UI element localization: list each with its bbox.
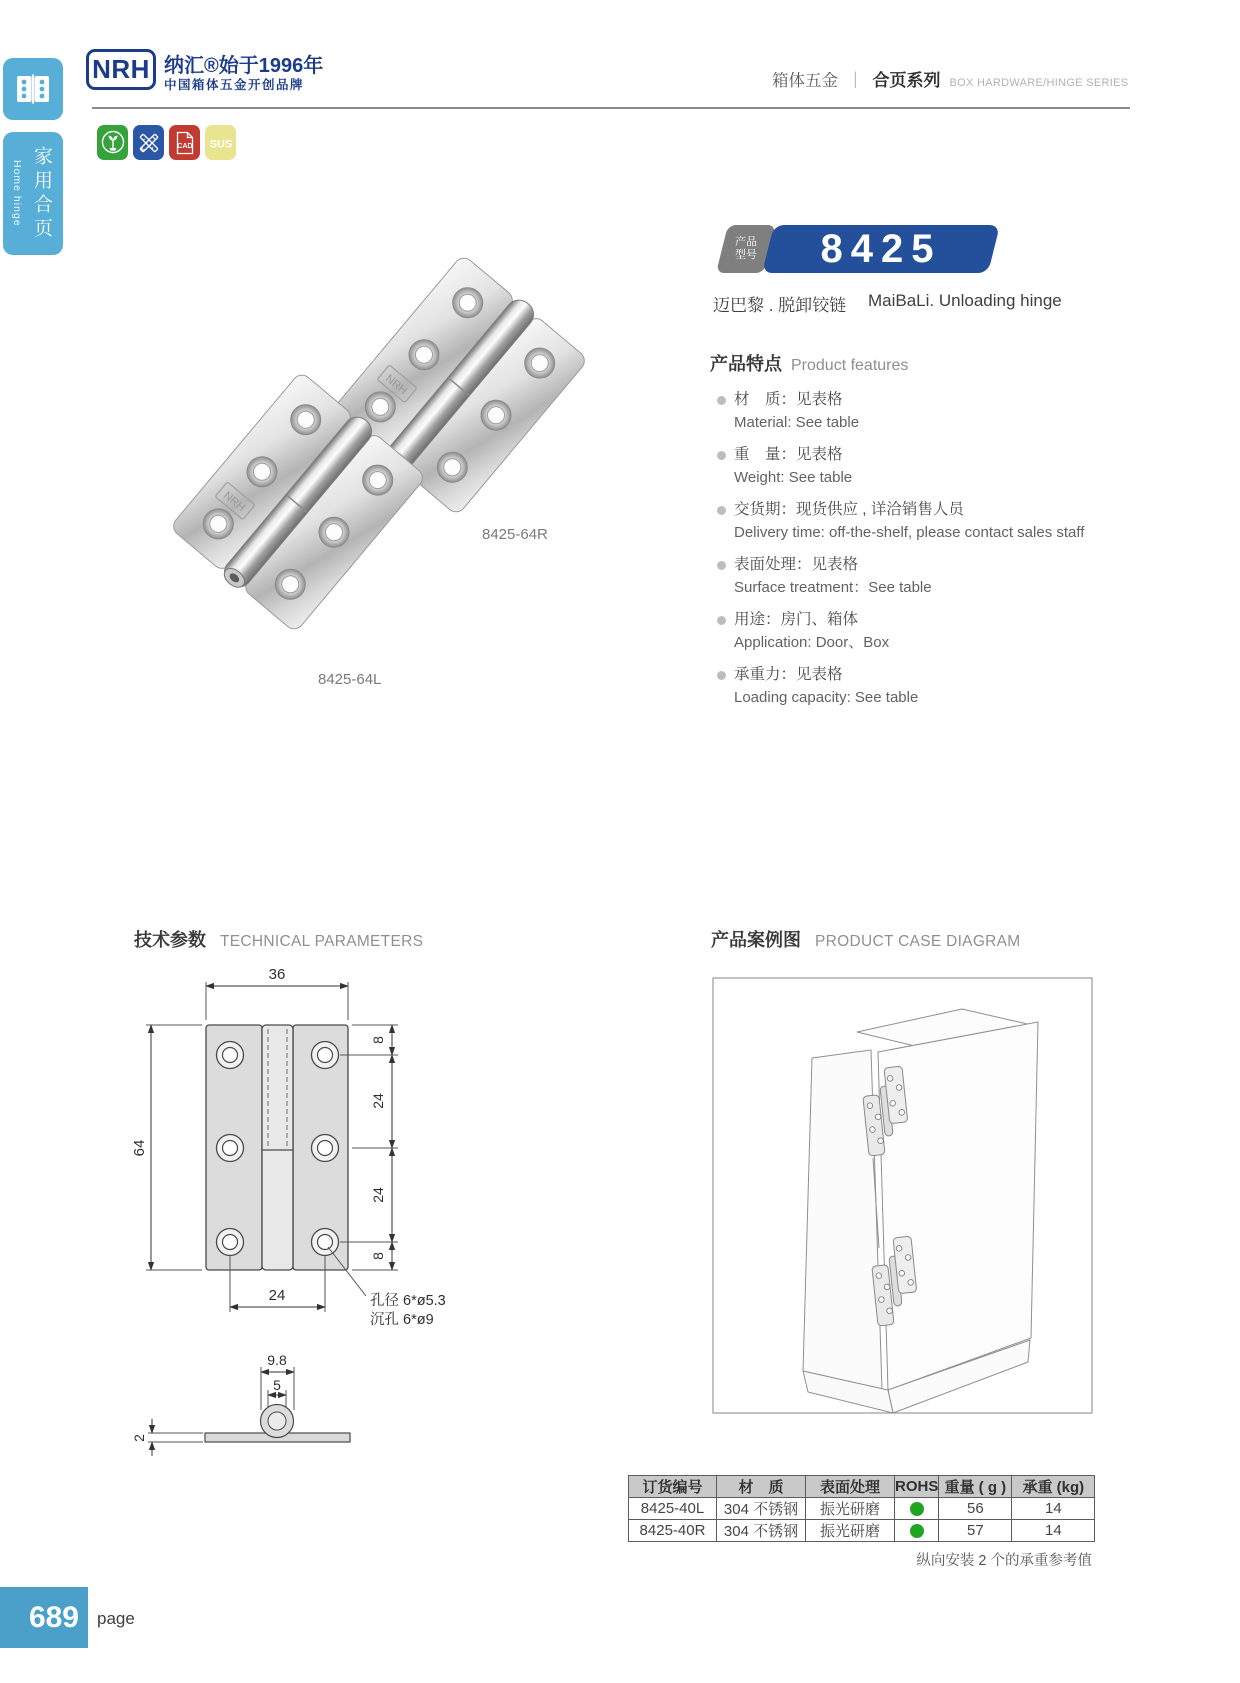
brand-logo — [86, 49, 156, 90]
feature-item: 用途：房门、箱体 Application: Door、Box — [710, 608, 1140, 654]
features-title: 产品特点 Product features — [710, 354, 909, 374]
product-name-en: MaiBaLi. Unloading hinge — [868, 291, 1062, 310]
hinge-icon — [13, 69, 53, 109]
spec-table-header-row — [629, 1476, 1095, 1498]
eco-rohs-icon — [97, 125, 128, 160]
svg-text:9.8: 9.8 — [267, 1352, 287, 1368]
sprout-icon — [100, 128, 126, 158]
photo-label-right: 8425-64R — [482, 526, 548, 543]
table-footnote: 纵向安装 2 个的承重参考值 — [916, 1553, 1092, 1569]
product-features — [710, 350, 1140, 718]
brand-subtitle: 中国箱体五金开创品牌 — [164, 78, 305, 92]
series-separator: ｜ — [847, 72, 864, 90]
table-row: 8425-40L 304 不锈钢 振光研磨 56 14 — [629, 1498, 1095, 1520]
sus-text-icon — [207, 128, 235, 158]
model-badge-label: 产品 型号 — [735, 236, 757, 261]
feature-item: 材 质：见表格 Material: See table — [710, 388, 1140, 434]
svg-text:8: 8 — [370, 1036, 386, 1044]
page-word: page — [97, 1609, 135, 1628]
bullet-icon — [717, 561, 726, 570]
svg-text:24: 24 — [370, 1093, 386, 1109]
page-number-badge — [0, 1587, 88, 1648]
svg-text:SUS: SUS — [209, 138, 232, 150]
brand-logo-text: NRH — [92, 54, 150, 84]
model-number: 8425 — [820, 226, 942, 271]
bullet-icon — [717, 396, 726, 405]
feature-item: 表面处理：见表格 Surface treatment：See table — [710, 553, 1140, 599]
svg-text:沉孔 6*ø9: 沉孔 6*ø9 — [370, 1312, 434, 1328]
col-order-no: 订货编号 — [629, 1476, 717, 1498]
technical-drawing — [125, 950, 475, 1460]
pencil-ruler-icon — [136, 128, 162, 158]
feature-item: 重 量：见表格 Weight: See table — [710, 443, 1140, 489]
product-name-zh: 迈巴黎 . 脱卸铰链 — [713, 296, 847, 315]
tech-drawing-side — [131, 1352, 350, 1456]
feature-item: 交货期：现货供应 , 详洽销售人员 Delivery time: off-the-shelf, please contact sales staff — [710, 498, 1140, 544]
col-material: 材 质 — [717, 1476, 806, 1498]
page-number: 689 — [28, 1600, 79, 1634]
svg-text:24: 24 — [370, 1187, 386, 1203]
rohs-pass-indicator — [910, 1524, 924, 1538]
technical-parameters-heading: 技术参数 TECHNICAL PARAMETERS — [134, 930, 424, 950]
category-label-en: Home hinge — [11, 160, 23, 227]
case-diagram — [705, 970, 1100, 1425]
svg-text:36: 36 — [268, 966, 286, 983]
bullet-icon — [717, 451, 726, 460]
sidebar-category-tab — [3, 132, 63, 255]
category-label-zh: 家用合页 — [31, 145, 52, 242]
spec-table — [628, 1475, 1095, 1542]
svg-text:CAD: CAD — [176, 142, 193, 150]
svg-text:8: 8 — [370, 1252, 386, 1260]
svg-text:64: 64 — [131, 1139, 148, 1157]
tech-drawing-front — [131, 966, 446, 1328]
col-load: 承重 (kg) — [1012, 1476, 1095, 1498]
bullet-icon — [717, 671, 726, 680]
rohs-pass-indicator — [910, 1502, 924, 1516]
product-photos: NRH — [100, 230, 640, 660]
bullet-icon — [717, 506, 726, 515]
svg-text:孔径 6*ø5.3: 孔径 6*ø5.3 — [370, 1293, 446, 1309]
sus-material-icon — [205, 125, 236, 160]
case-diagram-heading: 产品案例图 PRODUCT CASE DIAGRAM — [711, 930, 1021, 950]
feature-item: 承重力：见表格 Loading capacity: See table — [710, 663, 1140, 709]
col-surface: 表面处理 — [806, 1476, 895, 1498]
svg-text:24: 24 — [268, 1287, 286, 1304]
bullet-icon — [717, 616, 726, 625]
series-label — [772, 66, 1128, 91]
svg-text:5: 5 — [273, 1377, 281, 1393]
col-rohs: ROHS — [895, 1476, 939, 1498]
header-divider — [92, 107, 1130, 109]
sidebar-category-icon-box — [3, 58, 63, 120]
series-zh-bold: 合页系列 — [872, 71, 941, 90]
series-en: BOX HARDWARE/HINGE SERIES — [949, 77, 1129, 89]
svg-text:2: 2 — [131, 1434, 147, 1442]
design-tools-icon — [133, 125, 164, 160]
col-weight: 重量 ( g ) — [939, 1476, 1012, 1498]
cabinet-drawing — [803, 1009, 1038, 1413]
brand-title: 纳汇®始于1996年 — [164, 55, 324, 77]
table-row: 8425-40R 304 不锈钢 振光研磨 57 14 — [629, 1520, 1095, 1542]
cad-document-icon — [172, 128, 198, 158]
cad-file-icon — [169, 125, 200, 160]
photo-label-left: 8425-64L — [318, 671, 382, 688]
series-zh: 箱体五金 — [772, 72, 838, 90]
